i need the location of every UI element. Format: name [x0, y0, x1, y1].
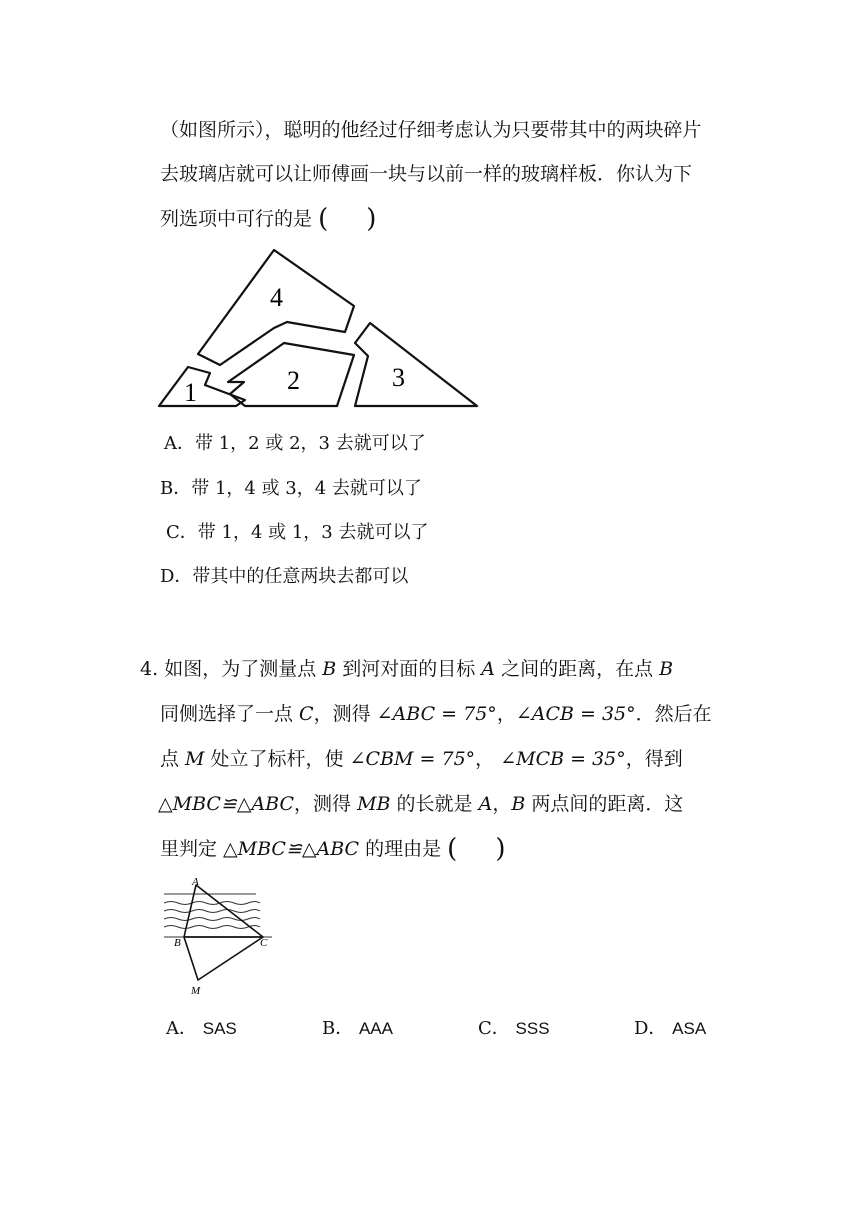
q4-math: C	[299, 703, 314, 725]
q4-text: ，	[492, 793, 512, 815]
q4-number: 4.	[140, 658, 159, 680]
piece-label-3: 3	[392, 363, 405, 392]
q3-line-3-text: 列选项中可行的是	[160, 208, 313, 230]
q4-option-b-text: AAA	[358, 1019, 393, 1038]
q4-math: A	[478, 793, 493, 815]
q4-math: ∠ACB = 35°	[515, 703, 636, 725]
fig-label-a: A	[192, 876, 199, 888]
q4-text: 之间的距离，在点	[495, 658, 660, 680]
q4-text: 的理由是	[359, 838, 442, 860]
q4-option-d-text: ASA	[672, 1019, 707, 1038]
piece-label-1: 1	[184, 378, 197, 407]
piece-label-4: 4	[270, 283, 283, 312]
q3-answer-paren-open: (	[318, 204, 329, 234]
q4-math: B	[511, 793, 526, 815]
q4-option-d[interactable]	[634, 1016, 706, 1042]
q4-text: ，	[496, 703, 516, 725]
q4-math: △MBC≌△ABC	[223, 838, 360, 860]
q4-text: 到河对面的目标	[336, 658, 482, 680]
q3-line-2: 去玻璃店就可以让师傅画一块与以前一样的玻璃样板．你认为下	[160, 163, 693, 185]
q4-math: ∠CBM = 75°	[349, 748, 476, 770]
fig-label-b: B	[174, 937, 181, 949]
q4-text: ．然后在	[635, 703, 712, 725]
fig-label-m: M	[191, 985, 201, 997]
q4-math: MB	[357, 793, 391, 815]
q4-math: △MBC≌△ABC	[158, 793, 295, 815]
q3-answer-paren-close: )	[366, 204, 377, 234]
q4-text: 里判定	[160, 838, 224, 860]
q4-option-a[interactable]	[166, 1016, 237, 1042]
q4-option-d-letter: D．	[634, 1018, 667, 1039]
q4-option-c[interactable]	[478, 1016, 550, 1042]
q3-line-1: （如图所示），聪明的他经过仔细考虑认为只要带其中的两块碎片	[160, 119, 702, 141]
q4-text: ，	[475, 748, 501, 770]
q4-option-a-text: SAS	[202, 1019, 237, 1038]
q4-text: 处立了标杆，使	[204, 748, 350, 770]
triangle-abc	[184, 885, 263, 937]
q4-option-a-letter: A．	[166, 1018, 197, 1039]
q4-text: ，得到	[625, 748, 683, 770]
q4-math: ∠MCB = 35°	[500, 748, 626, 770]
q3-option-c[interactable]: C．带 1，4 或 1，3 去就可以了	[166, 522, 429, 543]
q4-text: ，测得	[294, 793, 358, 815]
q4-option-c-letter: C．	[478, 1018, 510, 1039]
q4-math: B	[322, 658, 337, 680]
q4-option-b[interactable]	[322, 1016, 393, 1042]
q4-option-c-text: SSS	[515, 1019, 550, 1038]
q4-text: 点	[160, 748, 186, 770]
q4-text: 如图，为了测量点	[164, 658, 323, 680]
q4-text: 两点间的距离．这	[525, 793, 684, 815]
q4-text: 的长就是	[390, 793, 479, 815]
q3-option-a[interactable]: A．带 1，2 或 2，3 去就可以了	[164, 433, 426, 454]
q4-text: 同侧选择了一点	[160, 703, 300, 725]
q4-math: M	[185, 748, 205, 770]
q4-answer-paren-open: (	[447, 834, 458, 864]
q4-text: ，测得	[313, 703, 377, 725]
q4-option-b-letter: B．	[322, 1018, 354, 1039]
q4-answer-paren-close: )	[495, 834, 506, 864]
piece-label-2: 2	[287, 366, 300, 395]
q3-option-b[interactable]: B．带 1，4 或 3，4 去就可以了	[160, 478, 422, 499]
q4-math: ∠ABC = 75°	[376, 703, 497, 725]
fig-label-c: C	[260, 937, 268, 949]
triangle-mbc	[184, 937, 263, 980]
q3-option-d[interactable]: D．带其中的任意两块去都可以	[160, 566, 409, 587]
q4-math: B	[659, 658, 674, 680]
q4-math: A	[481, 658, 496, 680]
